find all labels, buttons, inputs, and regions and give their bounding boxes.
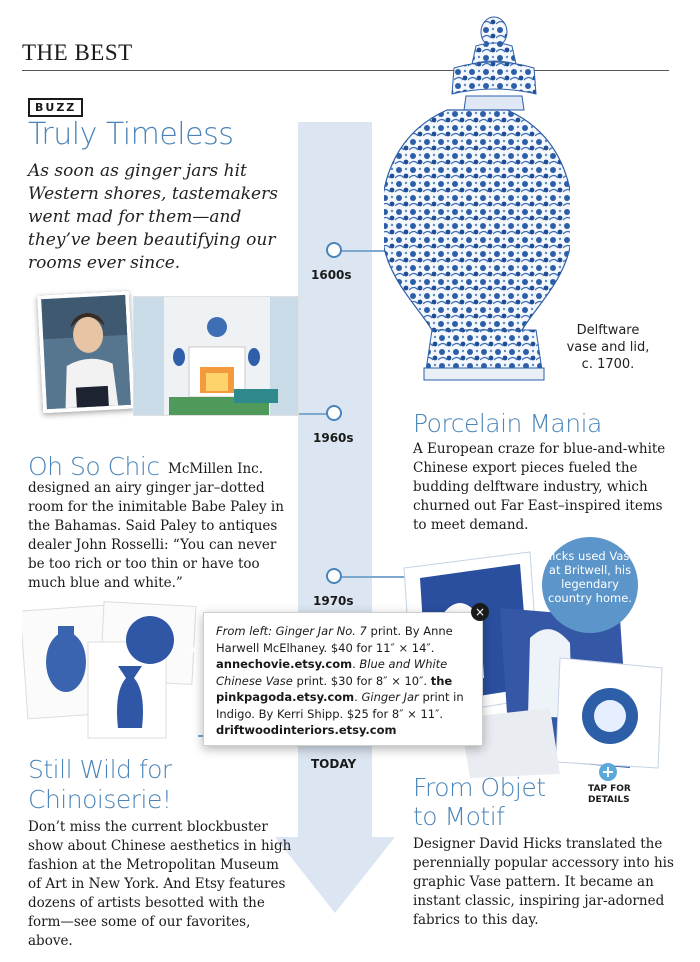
year-1600s: 1600s [311,268,352,282]
vase-caption: Delftware vase and lid, c. 1700. [566,323,650,372]
page-title: Truly Timeless [28,117,234,152]
timeline-arrow [298,122,372,912]
year-1970s: 1970s [313,594,354,608]
popup-text-2: Ginger Jar No. 7 [275,624,367,638]
porcelain-title: Porcelain Mania [413,409,602,438]
year-today: TODAY [311,757,357,771]
ginger-jar-prints-image [22,600,198,740]
timeline-dot-1600s [326,242,342,258]
popup-text-9: . [354,690,362,704]
room-illustration [134,297,299,416]
connector-1960s [298,413,328,415]
popup-link-annechovie[interactable]: annechovie.etsy.com [216,657,353,671]
popup-text-5: . [352,657,360,671]
tap-for-details-label[interactable]: TAP FOR DETAILS [588,784,631,805]
motif-title-line1: From Objet [413,773,546,802]
popup-text-3: print. By Anne Harwell McElhaney. $40 for 11″ × 14″. [216,624,453,655]
motif-title-line2: to Motif [413,802,505,831]
portrait-illustration [41,294,135,413]
buzz-tag: BUZZ [28,98,83,117]
popup-pointer [190,640,204,660]
popup-text-1: From left: [216,624,276,638]
paley-room-photo [133,296,299,416]
popup-link-driftwood[interactable]: driftwoodinteriors.etsy.com [216,723,397,737]
popup-text-6: Blue and White Chinese Vase [216,657,448,688]
timeline-dot-1970s [326,568,342,584]
timeline-dot-1960s [326,405,342,421]
chinoiserie-title-line1: Still Wild for [28,755,172,784]
tap-for-details-icon[interactable]: + [599,763,617,781]
popup-text-10: Ginger Jar [361,690,419,704]
delftware-vase-image [384,12,570,400]
chic-body-text: McMillen Inc. designed an airy ginger jar–dotted room for the inimitable Babe Paley in the Bahamas. Said Paley to antiques dealer John Rosselli: “You can never be too rich or too thin or have too much blue and white.” [28,461,284,591]
credits-popup [203,612,483,746]
popup-text-7: print. $30 for 8″ × 10″. [292,673,431,688]
chinoiserie-title-line2: Chinoiserie! [28,785,172,814]
popup-text-11: print in Indigo. By Kerri Shipp. $25 for 8″ × 11″. [216,690,464,721]
babe-paley-photo [37,291,135,414]
motif-body: Designer David Hicks translated the perennially popular accessory into his graphic Vase pattern. It became an instant classic, inspiring jar-adorned fabrics to this day. [413,836,674,928]
chic-body [28,460,296,593]
hicks-bubble: Hicks used Vase at Britwell, his legendary country home. [542,537,638,633]
popup-close-button[interactable]: × [471,603,489,621]
year-1960s: 1960s [313,431,354,445]
section-title: THE BEST [22,40,133,65]
chinoiserie-body: Don’t miss the current blockbuster show about Chinese aesthetics in high fashion at the Metropolitan Museum of Art in New York. And Etsy features dozens of artists besotted with the form—see some of our favorites, above. [28,819,292,949]
prints-illustration [22,600,198,740]
intro-dek: As soon as ginger jars hit Western shores, tastemakers went mad for them—and they’ve been beautifying our rooms ever since. [28,161,278,273]
section-rule [22,70,669,71]
chic-title: Oh So Chic [28,452,160,481]
popup-link-pinkpagoda[interactable]: the pinkpagoda.etsy.com [216,673,453,704]
vase-illustration [384,12,570,400]
porcelain-body: A European craze for blue-and-white Chinese export pieces fueled the budding delftware industry, which churned out Far East–inspired items to meet demand. [413,441,666,533]
